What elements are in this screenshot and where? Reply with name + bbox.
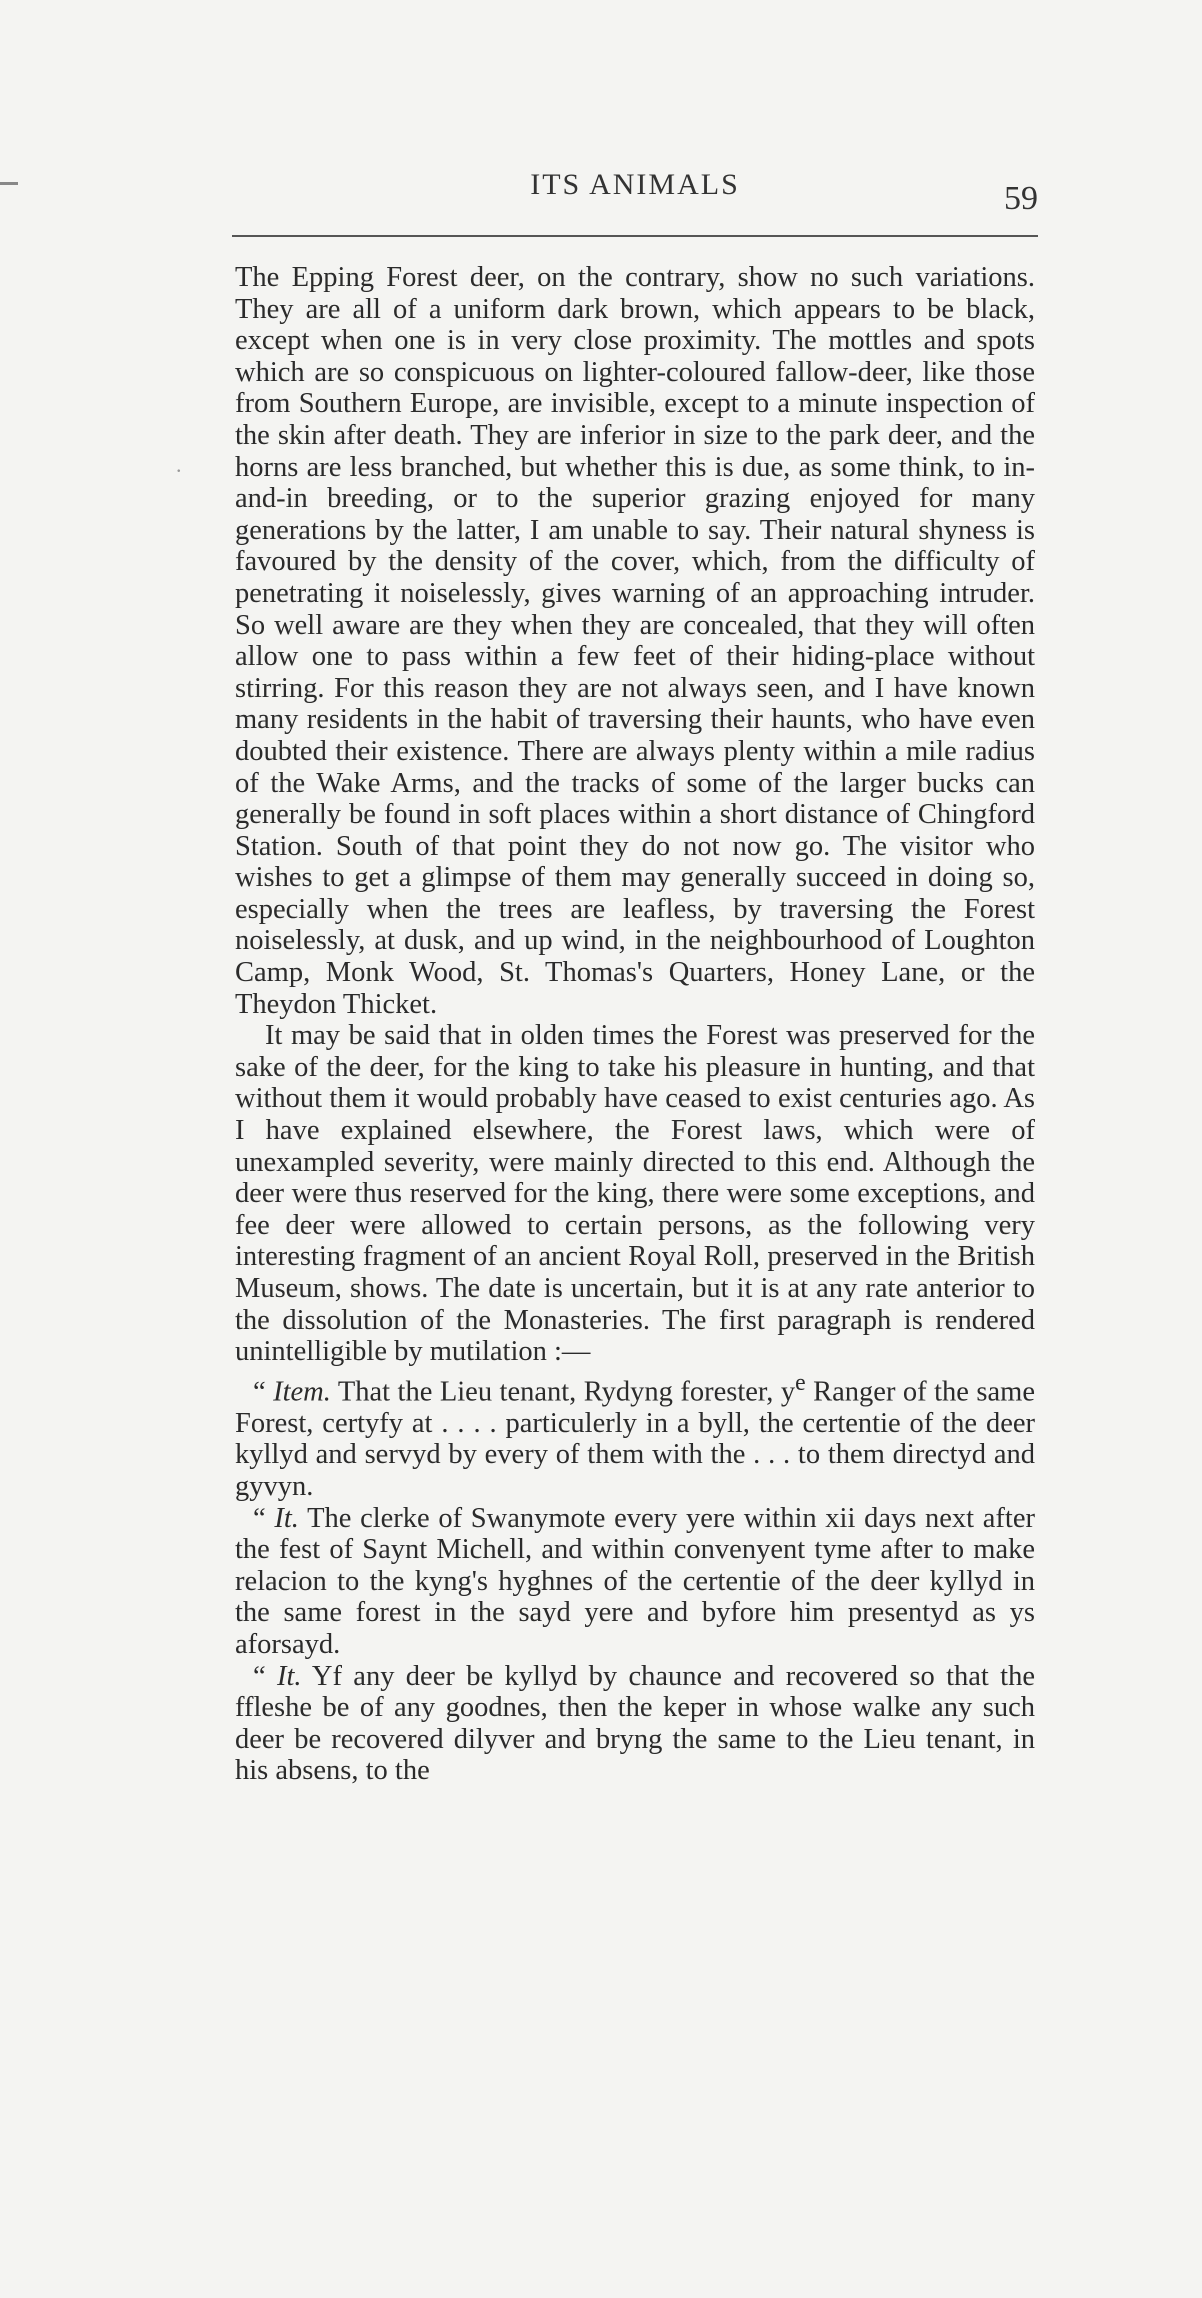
quote-text: The clerke of Swanymote every yere within xii days next after the fest of Saynt Michell, and within convenyent tyme after to make relacion to the kyng's hyghnes of the certentie of the deer kyllyd in the same forest in the sayd yere and byfore him presentyd as ys aforsayd. (235, 1502, 1035, 1661)
page-header (232, 168, 1038, 228)
quoted-paragraph (235, 1368, 1035, 1503)
header-rule (232, 235, 1038, 237)
quote-open: “ (253, 1660, 278, 1692)
body-text (235, 262, 1035, 1787)
margin-dot: . (176, 452, 182, 477)
margin-tick (0, 182, 18, 185)
quote-text: Yf any deer be kyllyd by chaunce and recovered so that the ffleshe be of any goodnes, then the keper in whose walke any such deer be recovered dilyver and bryng the same to the Lieu tenant, in his absens, to the (235, 1660, 1035, 1787)
quote-open: “ (253, 1376, 274, 1408)
quote-label: It. (277, 1660, 302, 1692)
paragraph: It may be said that in olden times the Forest was preserved for the sake of the deer, for the king to take his pleasure in hunting, and that without them it would probably have ceased to exist centuries ago. As I have explained elsewhere, the Forest laws, which were of unexampled severity, were mainly directed to this end. Although the deer were thus reserved for the king, there were some exceptions, and fee deer were allowed to certain persons, as the following very interesting fragment of an ancient Royal Roll, preserved in the British Museum, shows. The date is uncertain, but it is at any rate anterior to the dissolution of the Monasteries. The first paragraph is rendered unintelligible by mutilation :— (235, 1020, 1035, 1368)
quote-text: Ranger of the same Forest, certyfy at . . . . particulerly in a byll, the certentie of the deer kyllyd and servyd by every of them with the . . . to them directyd and gyvyn. (235, 1376, 1035, 1503)
page-number: 59 (1004, 180, 1038, 217)
quote-text: That the Lieu tenant, Rydyng forester, y (330, 1376, 796, 1408)
quote-label: Item. (273, 1376, 331, 1408)
quoted-paragraph (235, 1503, 1035, 1661)
quote-label: It. (274, 1502, 299, 1534)
quote-superscript: e (795, 1369, 806, 1396)
running-title: ITS ANIMALS (530, 168, 740, 201)
paragraph: The Epping Forest deer, on the contrary, show no such variations. They are all of a uniform dark brown, which appears to be black, except when one is in very close proximity. The mottles and spots which are so conspicuous on lighter-coloured fallow-deer, like those from Southern Europe, are invisible, except to a minute inspection of the skin after death. They are inferior in size to the park deer, and the horns are less branched, but whether this is due, as some think, to in-and-in breeding, or to the superior grazing enjoyed for many generations by the latter, I am unable to say. Their natural shyness is favoured by the density of the cover, which, from the difficulty of penetrating it noiselessly, gives warning of an approaching intruder. So well aware are they when they are concealed, that they will often allow one to pass within a few feet of their hiding-place without stirring. For this reason they are not always seen, and I have known many residents in the habit of traversing their haunts, who have even doubted their existence. There are always plenty within a mile radius of the Wake Arms, and the tracks of some of the larger bucks can generally be found in soft places within a short distance of Chingford Station. South of that point they do not now go. The visitor who wishes to get a glimpse of them may generally succeed in doing so, especially when the trees are leafless, by traversing the Forest noiselessly, at dusk, and up wind, in the neighbourhood of Loughton Camp, Monk Wood, St. Thomas's Quarters, Honey Lane, or the Theydon Thicket. (235, 262, 1035, 1020)
quote-open: “ (253, 1502, 275, 1534)
quoted-paragraph (235, 1661, 1035, 1787)
